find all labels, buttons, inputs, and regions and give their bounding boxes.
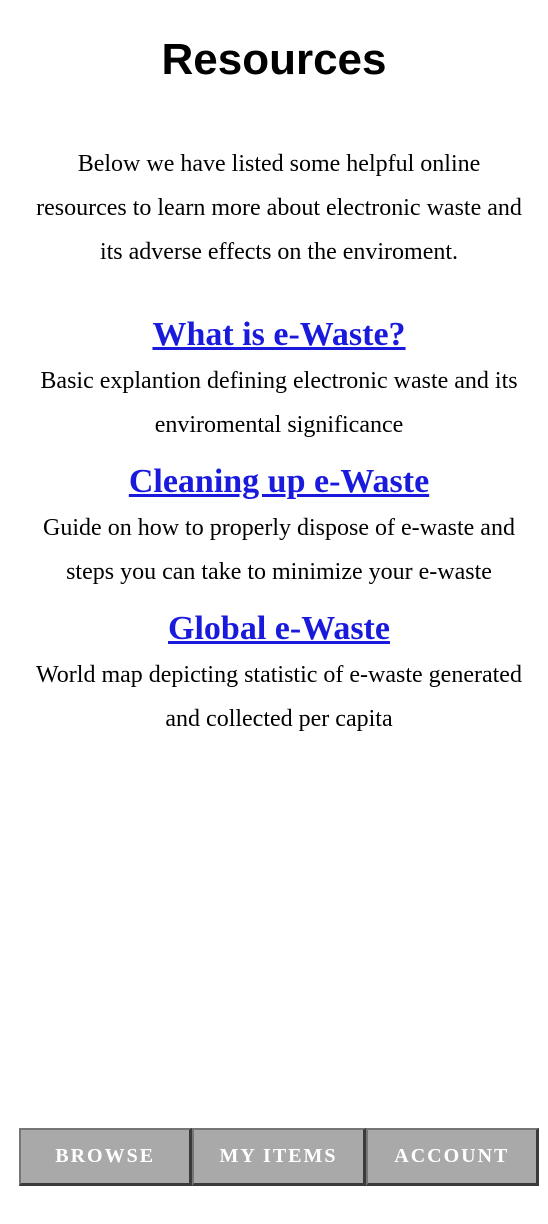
resource-description-global-ewaste: World map depicting statistic of e-waste generated and collected per capita [36, 662, 522, 732]
resource-link-what-is-ewaste[interactable]: What is e-Waste? [152, 316, 406, 353]
browse-button[interactable]: BROWSE [19, 1128, 192, 1186]
resource-description-cleaning-up-ewaste: Guide on how to properly dispose of e-waste and steps you can take to minimize your e-waste [43, 515, 515, 585]
resource-link-cleaning-up-ewaste[interactable]: Cleaning up e-Waste [128, 463, 430, 500]
resource-description-what-is-ewaste: Basic explantion defining electronic waste and its enviromental significance [40, 368, 518, 438]
resource-list [30, 312, 528, 753]
resource-link-global-ewaste[interactable]: Global e-Waste [168, 610, 390, 647]
intro-text: Below we have listed some helpful online resources to learn more about electronic waste and its adverse effects on the enviroment. [36, 151, 522, 265]
page-title: Resources [161, 35, 387, 84]
my-items-button[interactable]: MY ITEMS [192, 1128, 365, 1186]
bottom-nav-bar [19, 1128, 539, 1186]
account-button[interactable]: ACCOUNT [366, 1128, 539, 1186]
